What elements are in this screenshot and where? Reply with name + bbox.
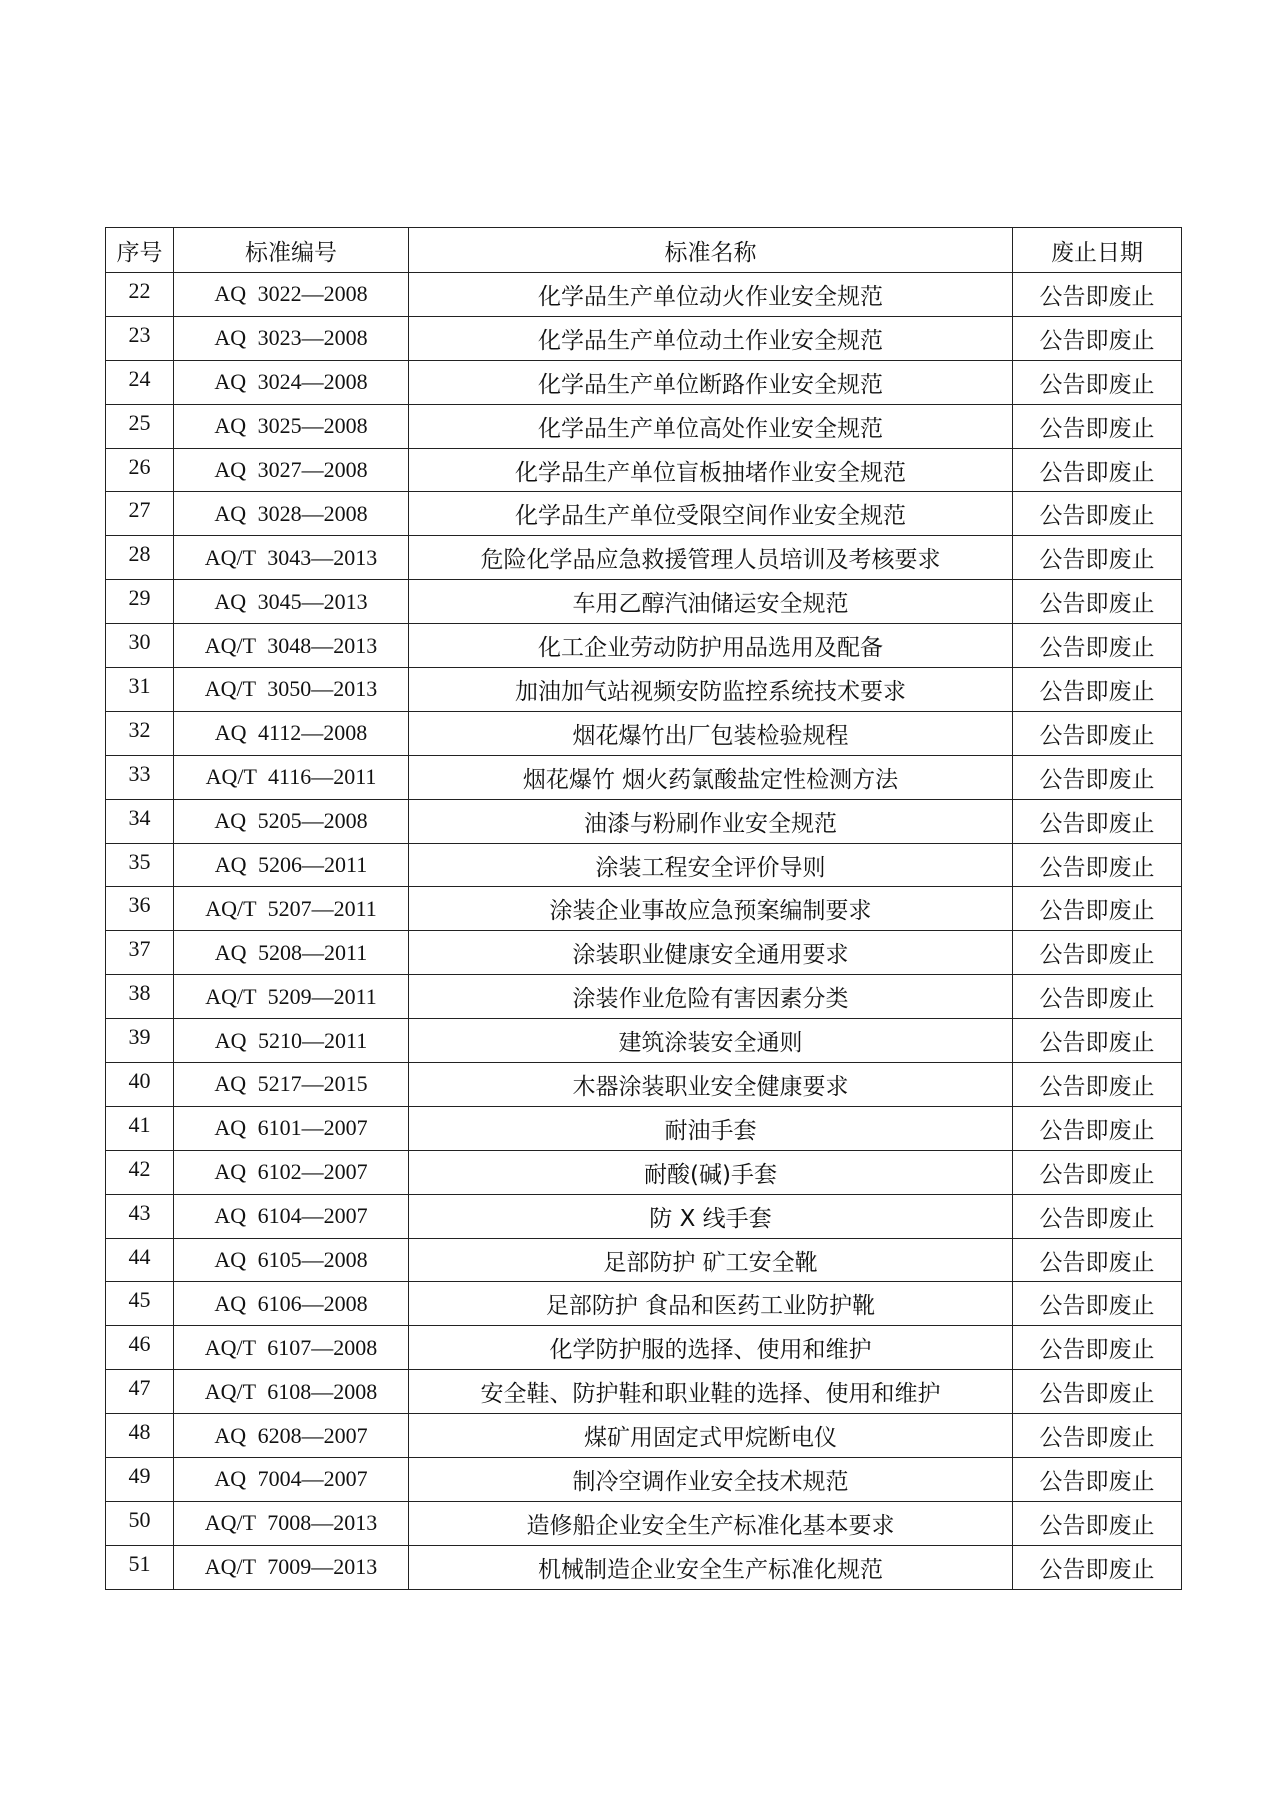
table-row bbox=[106, 360, 1182, 404]
cell-standard-name: 机械制造企业安全生产标准化规范 bbox=[409, 1545, 1013, 1589]
header-standard-code: 标准编号 bbox=[174, 228, 409, 273]
cell-serial-number: 28 bbox=[106, 536, 174, 580]
table-row bbox=[106, 711, 1182, 755]
cell-standard-name: 足部防护 食品和医药工业防护靴 bbox=[409, 1282, 1013, 1326]
cell-abolish-date: 公告即废止 bbox=[1013, 360, 1182, 404]
cell-standard-name: 化学品生产单位高处作业安全规范 bbox=[409, 404, 1013, 448]
cell-standard-code: AQ 6106—2008 bbox=[174, 1282, 409, 1326]
cell-standard-name: 造修船企业安全生产标准化基本要求 bbox=[409, 1501, 1013, 1545]
cell-serial-number: 40 bbox=[106, 1063, 174, 1107]
table-row bbox=[106, 448, 1182, 492]
table-row bbox=[106, 624, 1182, 668]
cell-serial-number: 51 bbox=[106, 1545, 174, 1589]
table-row bbox=[106, 799, 1182, 843]
table-row bbox=[106, 1501, 1182, 1545]
cell-serial-number: 37 bbox=[106, 931, 174, 975]
cell-serial-number: 48 bbox=[106, 1414, 174, 1458]
cell-standard-name: 耐酸(碱)手套 bbox=[409, 1150, 1013, 1194]
cell-abolish-date: 公告即废止 bbox=[1013, 668, 1182, 712]
cell-serial-number: 41 bbox=[106, 1106, 174, 1150]
cell-abolish-date: 公告即废止 bbox=[1013, 536, 1182, 580]
cell-standard-name: 化学品生产单位受限空间作业安全规范 bbox=[409, 492, 1013, 536]
cell-serial-number: 22 bbox=[106, 273, 174, 317]
cell-serial-number: 27 bbox=[106, 492, 174, 536]
cell-standard-name: 涂装企业事故应急预案编制要求 bbox=[409, 887, 1013, 931]
cell-serial-number: 42 bbox=[106, 1150, 174, 1194]
cell-abolish-date: 公告即废止 bbox=[1013, 1019, 1182, 1063]
table-row bbox=[106, 1238, 1182, 1282]
cell-abolish-date: 公告即废止 bbox=[1013, 273, 1182, 317]
cell-abolish-date: 公告即废止 bbox=[1013, 1370, 1182, 1414]
table-row bbox=[106, 580, 1182, 624]
cell-serial-number: 39 bbox=[106, 1019, 174, 1063]
cell-standard-name: 烟花爆竹 烟火药氯酸盐定性检测方法 bbox=[409, 755, 1013, 799]
table-row bbox=[106, 843, 1182, 887]
standards-table-container bbox=[105, 227, 1181, 1590]
cell-standard-name: 化学品生产单位盲板抽堵作业安全规范 bbox=[409, 448, 1013, 492]
cell-abolish-date: 公告即废止 bbox=[1013, 1063, 1182, 1107]
cell-standard-code: AQ 5205—2008 bbox=[174, 799, 409, 843]
table-row bbox=[106, 931, 1182, 975]
cell-abolish-date: 公告即废止 bbox=[1013, 1238, 1182, 1282]
cell-standard-code: AQ/T 3043—2013 bbox=[174, 536, 409, 580]
cell-standard-code: AQ 7004—2007 bbox=[174, 1458, 409, 1502]
cell-abolish-date: 公告即废止 bbox=[1013, 1150, 1182, 1194]
cell-abolish-date: 公告即废止 bbox=[1013, 580, 1182, 624]
table-row bbox=[106, 668, 1182, 712]
cell-abolish-date: 公告即废止 bbox=[1013, 843, 1182, 887]
cell-standard-code: AQ 6102—2007 bbox=[174, 1150, 409, 1194]
cell-abolish-date: 公告即废止 bbox=[1013, 1282, 1182, 1326]
table-row bbox=[106, 1194, 1182, 1238]
cell-serial-number: 23 bbox=[106, 316, 174, 360]
cell-abolish-date: 公告即废止 bbox=[1013, 799, 1182, 843]
cell-serial-number: 33 bbox=[106, 755, 174, 799]
table-row bbox=[106, 1370, 1182, 1414]
cell-abolish-date: 公告即废止 bbox=[1013, 316, 1182, 360]
table-row bbox=[106, 1282, 1182, 1326]
cell-abolish-date: 公告即废止 bbox=[1013, 931, 1182, 975]
header-row bbox=[106, 228, 1182, 273]
cell-abolish-date: 公告即废止 bbox=[1013, 755, 1182, 799]
cell-standard-code: AQ/T 5209—2011 bbox=[174, 975, 409, 1019]
cell-standard-code: AQ 3045—2013 bbox=[174, 580, 409, 624]
table-row bbox=[106, 887, 1182, 931]
cell-standard-name: 油漆与粉刷作业安全规范 bbox=[409, 799, 1013, 843]
header-abolish-date: 废止日期 bbox=[1013, 228, 1182, 273]
cell-standard-name: 加油加气站视频安防监控系统技术要求 bbox=[409, 668, 1013, 712]
cell-standard-code: AQ/T 7009—2013 bbox=[174, 1545, 409, 1589]
table-row bbox=[106, 1019, 1182, 1063]
table-row bbox=[106, 1545, 1182, 1589]
table-row bbox=[106, 404, 1182, 448]
cell-standard-name: 烟花爆竹出厂包装检验规程 bbox=[409, 711, 1013, 755]
cell-standard-code: AQ/T 3048—2013 bbox=[174, 624, 409, 668]
cell-abolish-date: 公告即废止 bbox=[1013, 624, 1182, 668]
table-row bbox=[106, 1326, 1182, 1370]
cell-standard-code: AQ 6101—2007 bbox=[174, 1106, 409, 1150]
cell-abolish-date: 公告即废止 bbox=[1013, 1326, 1182, 1370]
cell-abolish-date: 公告即废止 bbox=[1013, 492, 1182, 536]
cell-standard-name: 安全鞋、防护鞋和职业鞋的选择、使用和维护 bbox=[409, 1370, 1013, 1414]
cell-abolish-date: 公告即废止 bbox=[1013, 1194, 1182, 1238]
cell-serial-number: 43 bbox=[106, 1194, 174, 1238]
cell-serial-number: 30 bbox=[106, 624, 174, 668]
cell-serial-number: 45 bbox=[106, 1282, 174, 1326]
cell-standard-code: AQ/T 7008—2013 bbox=[174, 1501, 409, 1545]
cell-standard-name: 木器涂装职业安全健康要求 bbox=[409, 1063, 1013, 1107]
cell-standard-name: 耐油手套 bbox=[409, 1106, 1013, 1150]
cell-standard-code: AQ/T 5207—2011 bbox=[174, 887, 409, 931]
table-row bbox=[106, 975, 1182, 1019]
cell-standard-code: AQ/T 6107—2008 bbox=[174, 1326, 409, 1370]
cell-standard-name: 煤矿用固定式甲烷断电仪 bbox=[409, 1414, 1013, 1458]
cell-standard-name: 防 X 线手套 bbox=[409, 1194, 1013, 1238]
cell-serial-number: 34 bbox=[106, 799, 174, 843]
cell-standard-code: AQ 3022—2008 bbox=[174, 273, 409, 317]
cell-serial-number: 26 bbox=[106, 448, 174, 492]
table-row bbox=[106, 1458, 1182, 1502]
table-row bbox=[106, 755, 1182, 799]
cell-abolish-date: 公告即废止 bbox=[1013, 1106, 1182, 1150]
table-row bbox=[106, 1063, 1182, 1107]
cell-serial-number: 25 bbox=[106, 404, 174, 448]
table-body bbox=[106, 273, 1182, 1590]
cell-serial-number: 49 bbox=[106, 1458, 174, 1502]
table-row bbox=[106, 316, 1182, 360]
cell-standard-name: 化工企业劳动防护用品选用及配备 bbox=[409, 624, 1013, 668]
cell-standard-code: AQ 6208—2007 bbox=[174, 1414, 409, 1458]
cell-abolish-date: 公告即废止 bbox=[1013, 975, 1182, 1019]
cell-serial-number: 36 bbox=[106, 887, 174, 931]
table-row bbox=[106, 536, 1182, 580]
table-header bbox=[106, 228, 1182, 273]
header-standard-name: 标准名称 bbox=[409, 228, 1013, 273]
cell-standard-code: AQ 5206—2011 bbox=[174, 843, 409, 887]
cell-standard-code: AQ 6105—2008 bbox=[174, 1238, 409, 1282]
cell-standard-code: AQ/T 6108—2008 bbox=[174, 1370, 409, 1414]
cell-standard-name: 化学防护服的选择、使用和维护 bbox=[409, 1326, 1013, 1370]
cell-standard-code: AQ 3027—2008 bbox=[174, 448, 409, 492]
cell-standard-name: 涂装工程安全评价导则 bbox=[409, 843, 1013, 887]
cell-standard-name: 制冷空调作业安全技术规范 bbox=[409, 1458, 1013, 1502]
cell-serial-number: 47 bbox=[106, 1370, 174, 1414]
cell-standard-code: AQ 5208—2011 bbox=[174, 931, 409, 975]
table-row bbox=[106, 1106, 1182, 1150]
cell-standard-code: AQ 6104—2007 bbox=[174, 1194, 409, 1238]
cell-standard-code: AQ 3028—2008 bbox=[174, 492, 409, 536]
cell-standard-name: 建筑涂装安全通则 bbox=[409, 1019, 1013, 1063]
cell-standard-code: AQ 5217—2015 bbox=[174, 1063, 409, 1107]
cell-serial-number: 31 bbox=[106, 668, 174, 712]
cell-serial-number: 29 bbox=[106, 580, 174, 624]
cell-serial-number: 44 bbox=[106, 1238, 174, 1282]
cell-serial-number: 38 bbox=[106, 975, 174, 1019]
cell-serial-number: 46 bbox=[106, 1326, 174, 1370]
cell-abolish-date: 公告即废止 bbox=[1013, 1501, 1182, 1545]
cell-standard-name: 化学品生产单位动火作业安全规范 bbox=[409, 273, 1013, 317]
cell-abolish-date: 公告即废止 bbox=[1013, 404, 1182, 448]
cell-serial-number: 35 bbox=[106, 843, 174, 887]
table-row bbox=[106, 273, 1182, 317]
cell-standard-code: AQ/T 3050—2013 bbox=[174, 668, 409, 712]
cell-standard-code: AQ/T 4116—2011 bbox=[174, 755, 409, 799]
cell-standard-name: 化学品生产单位断路作业安全规范 bbox=[409, 360, 1013, 404]
abolished-standards-table bbox=[105, 227, 1182, 1590]
table-row bbox=[106, 1414, 1182, 1458]
cell-standard-name: 足部防护 矿工安全靴 bbox=[409, 1238, 1013, 1282]
cell-abolish-date: 公告即废止 bbox=[1013, 887, 1182, 931]
cell-abolish-date: 公告即废止 bbox=[1013, 711, 1182, 755]
cell-standard-name: 危险化学品应急救援管理人员培训及考核要求 bbox=[409, 536, 1013, 580]
cell-standard-name: 涂装职业健康安全通用要求 bbox=[409, 931, 1013, 975]
cell-standard-code: AQ 5210—2011 bbox=[174, 1019, 409, 1063]
cell-abolish-date: 公告即废止 bbox=[1013, 448, 1182, 492]
cell-standard-code: AQ 3023—2008 bbox=[174, 316, 409, 360]
header-serial-number: 序号 bbox=[106, 228, 174, 273]
cell-serial-number: 50 bbox=[106, 1501, 174, 1545]
cell-standard-name: 化学品生产单位动土作业安全规范 bbox=[409, 316, 1013, 360]
cell-standard-code: AQ 3024—2008 bbox=[174, 360, 409, 404]
cell-standard-name: 车用乙醇汽油储运安全规范 bbox=[409, 580, 1013, 624]
table-row bbox=[106, 1150, 1182, 1194]
cell-serial-number: 24 bbox=[106, 360, 174, 404]
table-row bbox=[106, 492, 1182, 536]
cell-standard-code: AQ 4112—2008 bbox=[174, 711, 409, 755]
cell-standard-name: 涂装作业危险有害因素分类 bbox=[409, 975, 1013, 1019]
cell-abolish-date: 公告即废止 bbox=[1013, 1414, 1182, 1458]
cell-abolish-date: 公告即废止 bbox=[1013, 1458, 1182, 1502]
cell-serial-number: 32 bbox=[106, 711, 174, 755]
cell-abolish-date: 公告即废止 bbox=[1013, 1545, 1182, 1589]
cell-standard-code: AQ 3025—2008 bbox=[174, 404, 409, 448]
